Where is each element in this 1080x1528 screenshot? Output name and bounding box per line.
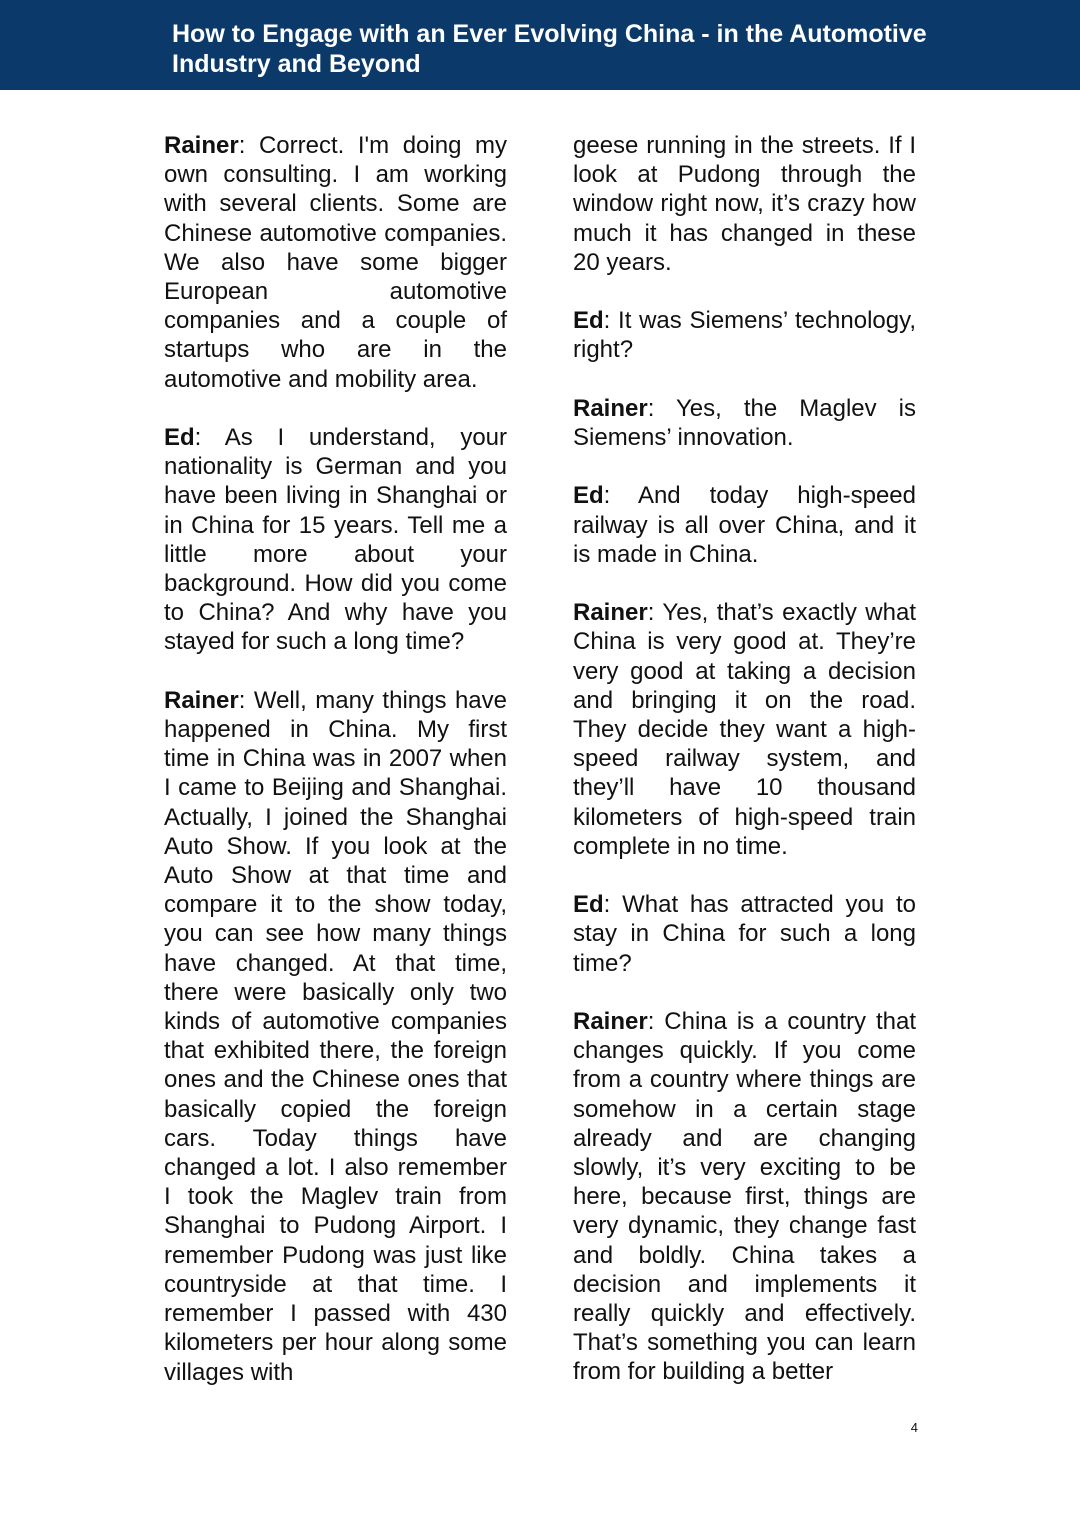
paragraph-text: : Correct. I'm doing my own consulting. I am working with several clients. Some are Chinese automotive companies. We also have some bigger European automotive companies and a couple of startups who are in the automotive and mobility area. xyxy=(164,132,507,393)
speaker-name: Rainer xyxy=(573,1008,648,1035)
right-text-column xyxy=(573,131,916,1387)
paragraph-text: : China is a country that changes quickly. If you come from a country where things are somehow in a certain stage already and are changing slowly, it’s very exciting to be here, because first, things are very dynamic, they change fast and boldly. China takes a decision and implements it really quickly and effectively. That’s something you can learn from for building a better xyxy=(573,1008,916,1386)
page-number: 4 xyxy=(910,1420,918,1435)
speaker-name: Rainer xyxy=(573,394,648,422)
speaker-name: Ed xyxy=(573,307,604,335)
paragraph-text: : Yes, that’s exactly what China is very good at. They’re very good at taking a decision and bringing it on the road. They decide they want a high-speed railway system, and they’ll have 10 thousand kilometers of high-speed train complete in no time. xyxy=(573,599,916,860)
right-paragraph-6 xyxy=(573,890,916,978)
document-title-line-2: Industry and Beyond xyxy=(172,49,421,78)
speaker-name: Ed xyxy=(573,891,604,919)
paragraph-text: : Well, many things have happened in China. My first time in China was in 2007 when I came to Beijing and Shanghai. Actually, I joined the Shanghai Auto Show. If you look at the Auto Show at that time and compare it to the show today, you can see how many things have changed. At that time, there were basically only two kinds of automotive companies that exhibited there, the foreign ones and the Chinese ones that basically copied the foreign cars. Today things have changed a lot. I also remember I took the Maglev train from Shanghai to Pudong Airport. I remember Pudong was just like countryside at that time. I remember I passed with 430 kilometers per hour along some villages with xyxy=(164,686,507,1386)
left-paragraph-1 xyxy=(164,131,507,394)
document-title-line-1: How to Engage with an Ever Evolving China - in the Automotive xyxy=(172,20,927,48)
paragraph-text: : As I understand, your nationality is German and you have been living in Shanghai or in China for 15 years. Tell me a little more about your background. How did you come to China? And why have you stayed for such a long time? xyxy=(164,424,507,656)
document-title xyxy=(172,20,972,79)
page-header xyxy=(0,0,1080,90)
right-paragraph-5 xyxy=(573,598,916,861)
right-paragraph-3 xyxy=(573,394,916,452)
right-paragraph-7 xyxy=(573,1007,916,1387)
left-paragraph-2 xyxy=(164,423,507,657)
paragraph-text: geese running in the streets. If I look at Pudong through the window right now, it’s crazy how much it has changed in these 20 years. xyxy=(573,132,916,276)
paragraph-text: : What has attracted you to stay in China for such a long time? xyxy=(573,891,916,977)
paragraph-text: : Yes, the Maglev is Siemens’ innovation. xyxy=(573,394,916,451)
right-paragraph-1 xyxy=(573,131,916,277)
speaker-name: Rainer xyxy=(573,599,648,627)
left-text-column xyxy=(164,131,507,1387)
speaker-name: Ed xyxy=(573,482,604,510)
speaker-name: Rainer xyxy=(164,132,239,159)
paragraph-text: : It was Siemens’ technology, right? xyxy=(573,307,916,364)
left-paragraph-3 xyxy=(164,686,507,1387)
paragraph-text: : And today high-speed railway is all over China, and it is made in China. xyxy=(573,482,916,568)
speaker-name: Rainer xyxy=(164,686,239,714)
right-paragraph-4 xyxy=(573,481,916,569)
speaker-name: Ed xyxy=(164,424,195,452)
right-paragraph-2 xyxy=(573,306,916,364)
